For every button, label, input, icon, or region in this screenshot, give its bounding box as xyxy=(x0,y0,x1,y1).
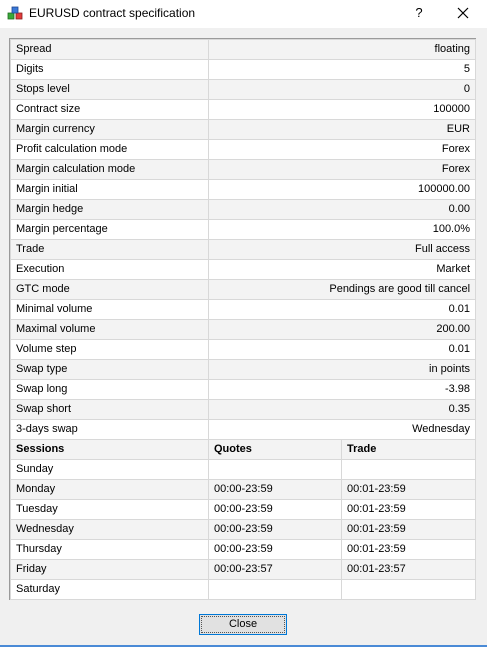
help-button[interactable]: ? xyxy=(415,5,423,20)
spec-label: Profit calculation mode xyxy=(11,140,209,160)
spec-value: Forex xyxy=(209,160,476,180)
session-day: Friday xyxy=(11,560,209,580)
session-row-wednesday[interactable] xyxy=(11,520,476,540)
spec-row-3-days-swap[interactable] xyxy=(11,420,476,440)
spec-value: 100000.00 xyxy=(209,180,476,200)
session-row-thursday[interactable] xyxy=(11,540,476,560)
spec-value: 0 xyxy=(209,80,476,100)
spec-row-margin-calc-mode[interactable] xyxy=(11,160,476,180)
spec-label: Margin percentage xyxy=(11,220,209,240)
spec-row-margin-initial[interactable] xyxy=(11,180,476,200)
spec-label: Contract size xyxy=(11,100,209,120)
spec-label: Margin hedge xyxy=(11,200,209,220)
spec-row-gtc-mode[interactable] xyxy=(11,280,476,300)
spec-row-swap-type[interactable] xyxy=(11,360,476,380)
spec-row-volume-step[interactable] xyxy=(11,340,476,360)
spec-value: Full access xyxy=(209,240,476,260)
session-trade xyxy=(342,580,476,600)
spec-row-maximal-volume[interactable] xyxy=(11,320,476,340)
spec-value: 5 xyxy=(209,60,476,80)
spec-label: Swap short xyxy=(11,400,209,420)
session-trade: 00:01-23:57 xyxy=(342,560,476,580)
spec-row-stops-level[interactable] xyxy=(11,80,476,100)
spec-value: floating xyxy=(209,40,476,60)
quotes-column-header: Quotes xyxy=(209,440,342,460)
specification-table xyxy=(10,39,476,600)
session-quotes: 00:00-23:59 xyxy=(209,500,342,520)
spec-row-digits[interactable] xyxy=(11,60,476,80)
session-row-monday[interactable] xyxy=(11,480,476,500)
sessions-column-header: Sessions xyxy=(11,440,209,460)
session-day: Saturday xyxy=(11,580,209,600)
sessions-header-row xyxy=(11,440,476,460)
session-quotes xyxy=(209,460,342,480)
spec-label: Margin currency xyxy=(11,120,209,140)
spec-label: Spread xyxy=(11,40,209,60)
session-trade: 00:01-23:59 xyxy=(342,540,476,560)
spec-value: -3.98 xyxy=(209,380,476,400)
spec-row-spread[interactable] xyxy=(11,40,476,60)
session-row-tuesday[interactable] xyxy=(11,500,476,520)
session-trade xyxy=(342,460,476,480)
session-quotes: 00:00-23:57 xyxy=(209,560,342,580)
spec-label: Digits xyxy=(11,60,209,80)
spec-value: 0.00 xyxy=(209,200,476,220)
close-icon[interactable] xyxy=(452,2,474,24)
spec-value: Pendings are good till cancel xyxy=(209,280,476,300)
spec-label: Volume step xyxy=(11,340,209,360)
title-bar xyxy=(0,0,487,28)
trade-column-header: Trade xyxy=(342,440,476,460)
spec-value: 200.00 xyxy=(209,320,476,340)
spec-value: 100000 xyxy=(209,100,476,120)
spec-row-minimal-volume[interactable] xyxy=(11,300,476,320)
cube-stack-icon xyxy=(7,5,23,21)
spec-label: 3-days swap xyxy=(11,420,209,440)
spec-row-profit-calc-mode[interactable] xyxy=(11,140,476,160)
spec-row-contract-size[interactable] xyxy=(11,100,476,120)
session-row-sunday[interactable] xyxy=(11,460,476,480)
spec-row-swap-long[interactable] xyxy=(11,380,476,400)
spec-row-trade[interactable] xyxy=(11,240,476,260)
spec-row-margin-currency[interactable] xyxy=(11,120,476,140)
spec-value: 0.01 xyxy=(209,340,476,360)
session-quotes: 00:00-23:59 xyxy=(209,540,342,560)
session-trade: 00:01-23:59 xyxy=(342,500,476,520)
spec-label: GTC mode xyxy=(11,280,209,300)
spec-label: Stops level xyxy=(11,80,209,100)
spec-label: Swap long xyxy=(11,380,209,400)
spec-value: Forex xyxy=(209,140,476,160)
window-title: EURUSD contract specification xyxy=(29,6,196,20)
spec-label: Swap type xyxy=(11,360,209,380)
spec-value: 0.01 xyxy=(209,300,476,320)
session-quotes: 00:00-23:59 xyxy=(209,480,342,500)
spec-value: 0.35 xyxy=(209,400,476,420)
session-day: Wednesday xyxy=(11,520,209,540)
session-row-friday[interactable] xyxy=(11,560,476,580)
spec-label: Trade xyxy=(11,240,209,260)
spec-value: Wednesday xyxy=(209,420,476,440)
session-row-saturday[interactable] xyxy=(11,580,476,600)
spec-value: 100.0% xyxy=(209,220,476,240)
spec-row-swap-short[interactable] xyxy=(11,400,476,420)
session-trade: 00:01-23:59 xyxy=(342,520,476,540)
spec-row-execution[interactable] xyxy=(11,260,476,280)
specification-grid[interactable] xyxy=(9,38,476,600)
session-day: Monday xyxy=(11,480,209,500)
spec-label: Maximal volume xyxy=(11,320,209,340)
spec-label: Margin calculation mode xyxy=(11,160,209,180)
spec-row-margin-hedge[interactable] xyxy=(11,200,476,220)
spec-value: EUR xyxy=(209,120,476,140)
session-trade: 00:01-23:59 xyxy=(342,480,476,500)
spec-label: Minimal volume xyxy=(11,300,209,320)
session-quotes xyxy=(209,580,342,600)
session-day: Thursday xyxy=(11,540,209,560)
spec-label: Margin initial xyxy=(11,180,209,200)
session-day: Sunday xyxy=(11,460,209,480)
close-button[interactable] xyxy=(199,614,287,635)
session-day: Tuesday xyxy=(11,500,209,520)
spec-label: Execution xyxy=(11,260,209,280)
close-button-label: Close xyxy=(201,616,285,633)
session-quotes: 00:00-23:59 xyxy=(209,520,342,540)
spec-value: Market xyxy=(209,260,476,280)
spec-row-margin-percentage[interactable] xyxy=(11,220,476,240)
spec-value: in points xyxy=(209,360,476,380)
